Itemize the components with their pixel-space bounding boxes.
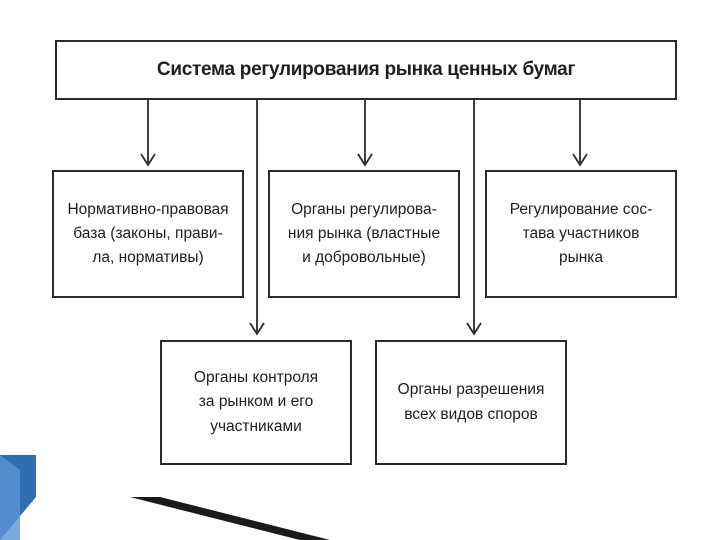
box-dispute-bodies	[375, 340, 567, 465]
box-regulation-bodies	[268, 170, 460, 298]
box-control-bodies	[160, 340, 352, 465]
box-label: Нормативно-правовая база (законы, прави- ла, нормативы)	[67, 200, 229, 266]
box-label: Регулирование сос- тава участников рынка	[509, 200, 653, 266]
box-participants-regulation	[485, 170, 677, 298]
root-title: Система регулирования рынка ценных бумаг	[156, 59, 576, 80]
root-box	[55, 40, 677, 100]
box-label: Органы разрешения всех видов споров	[397, 381, 545, 423]
box-normative-base	[52, 170, 244, 298]
box-label: Органы регулирова- ния рынка (властные и добровольные)	[287, 200, 441, 266]
box-label: Органы контроля за рынком и его участниками	[193, 369, 319, 435]
